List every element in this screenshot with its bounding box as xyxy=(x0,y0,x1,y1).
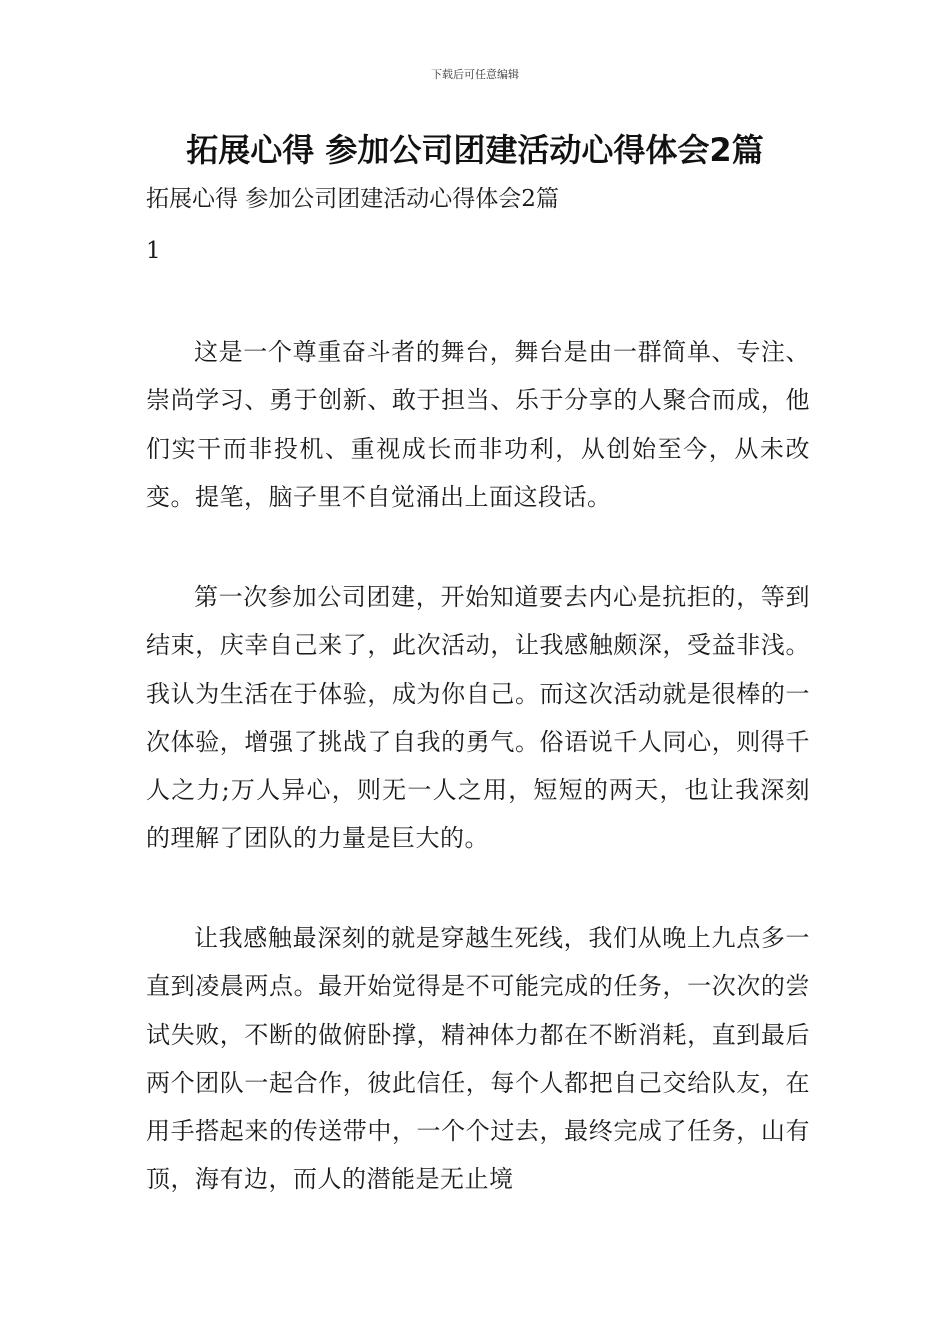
header-note: 下载后可任意编辑 xyxy=(431,68,519,81)
section-number: 1 xyxy=(146,238,161,264)
paragraph: 第一次参加公司团建，开始知道要去内心是抗拒的，等到结束，庆幸自己来了，此次活动，让我感触颇深，受益非浅。我认为生活在于体验，成为你自己。而这次活动就是很棒的一次体验，增强了挑战了自我的勇气。俗语说千人同心，则得千人之力;万人异心，则无一人之用，短短的两天，也让我深刻的理解了团队的力量是巨大的。 xyxy=(146,583,810,853)
paragraph: 让我感触最深刻的就是穿越生死线，我们从晚上九点多一直到凌晨两点。最开始觉得是不可能完成的任务，一次次的尝试失败，不断的做俯卧撑，精神体力都在不断消耗，直到最后两个团队一起合作，彼此信任，每个人都把自己交给队友，在用手搭起来的传送带中，一个个过去，最终完成了任务，山有顶，海有边，而人的潜能是无止境 xyxy=(146,924,810,1194)
paragraph: 这是一个尊重奋斗者的舞台，舞台是由一群简单、专注、崇尚学习、勇于创新、敢于担当、乐于分享的人聚合而成，他们实干而非投机、重视成长而非功利，从创始至今，从未改变。提笔，脑子里不自觉涌出上面这段话。 xyxy=(146,338,810,511)
document-title: 拓展心得 参加公司团建活动心得体会2篇 xyxy=(186,131,764,169)
document-subtitle: 拓展心得 参加公司团建活动心得体会2篇 xyxy=(146,186,559,212)
